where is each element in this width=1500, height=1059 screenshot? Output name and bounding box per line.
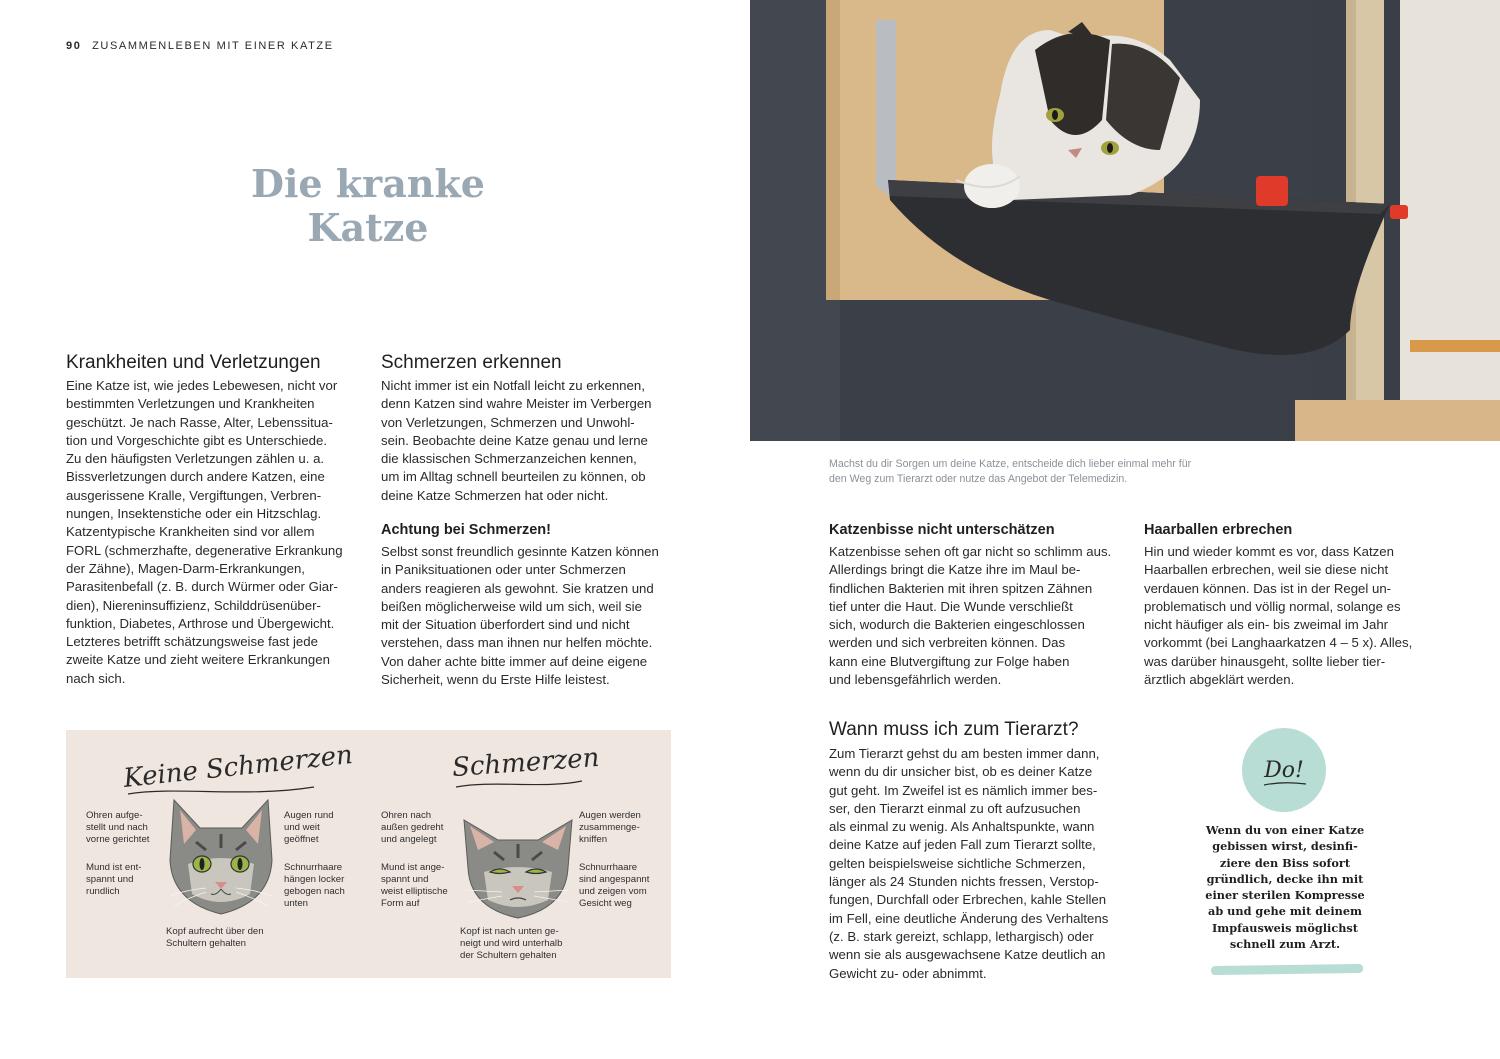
no-pain-underline bbox=[126, 784, 316, 798]
text-line: verstehen, dass man ihnen nur helfen möchte. bbox=[381, 635, 653, 651]
text-line: tion und Vorgeschichte gibt es Unterschiede. bbox=[66, 432, 327, 448]
text-line: sich, wodurch die Bakterien eingeschlossen bbox=[829, 617, 1085, 633]
note-line: hängen locker bbox=[284, 874, 345, 885]
tip-text bbox=[1197, 822, 1373, 952]
tip-line: ziere den Biss sofort bbox=[1219, 855, 1351, 870]
note-line: sind angespannt bbox=[579, 874, 650, 885]
text-line: vorkommt (bei Langhaarkatzen 4 – 5 x). Alles, bbox=[1144, 635, 1413, 651]
text-line: FORL (schmerzhafte, degenerative Erkrankung bbox=[66, 542, 343, 558]
no-pain-ears-note bbox=[86, 810, 149, 846]
note-line: Mund ist ange- bbox=[381, 862, 445, 873]
text-line: gut geht. Im Zweifel ist es nämlich immer bes- bbox=[829, 782, 1098, 798]
text-line: tief unter die Haut. Die Wunde verschließt bbox=[829, 598, 1073, 614]
text-line: länger als 24 Stunden nichts fressen, Verstop- bbox=[829, 874, 1099, 890]
pain-underline bbox=[454, 778, 584, 790]
text-line: werden und sich verbreiten können. Das bbox=[829, 635, 1066, 651]
note-line: gebogen nach bbox=[284, 886, 345, 897]
text-tierarzt bbox=[829, 745, 1108, 983]
pain-infographic bbox=[66, 730, 671, 978]
text-line: Sicherheit, wenn du Erste Hilfe leistest. bbox=[381, 672, 610, 688]
chapter-title-line-2: Katze bbox=[307, 205, 429, 250]
text-katzenbisse bbox=[829, 543, 1111, 689]
tip-line: Impfausweis möglichst bbox=[1211, 920, 1359, 935]
text-line: als einmal zu wenig. Als Anhaltspunkte, wann bbox=[829, 819, 1095, 835]
note-line: und angelegt bbox=[381, 834, 437, 845]
text-line: Von daher achte bitte immer auf deine eigene bbox=[381, 653, 648, 669]
text-line: anders reagieren als gewohnt. Sie kratzen und bbox=[381, 580, 654, 596]
photo-caption bbox=[829, 457, 1191, 487]
pained-cat-face-icon bbox=[462, 806, 574, 922]
relaxed-cat-face-icon bbox=[166, 798, 276, 918]
text-line: sein. Beobachte deine Katze genau und lerne bbox=[381, 432, 648, 448]
text-line: zweite Katze und zieht weitere Erkrankungen bbox=[66, 652, 330, 668]
text-line: Katzentypische Krankheiten sind vor allem bbox=[66, 524, 315, 540]
pain-mouth-note bbox=[381, 862, 448, 910]
text-schmerzen-erkennen bbox=[381, 377, 652, 505]
text-line: Haarballen erbrechen, weil sie diese nicht bbox=[1144, 562, 1389, 578]
text-line: bestimmten Verletzungen und Krankheiten bbox=[66, 396, 315, 412]
text-line: funktion, Diabetes, Arthrose und Übergewicht. bbox=[66, 615, 335, 631]
text-line: mit der Situation überfordert sind und nicht bbox=[381, 617, 630, 633]
note-line: Schultern gehalten bbox=[166, 938, 247, 949]
text-line: problematisch und völlig normal, solange es bbox=[1144, 598, 1401, 614]
text-line: nungen, Insektenstiche oder ein Hitzschlag. bbox=[66, 506, 322, 522]
no-pain-mouth-note bbox=[86, 862, 141, 898]
pain-eyes-note bbox=[579, 810, 641, 846]
tip-line: gebissen wirst, desinfi- bbox=[1212, 839, 1358, 854]
text-line: wenn sie als ausgewachsene Katze deutlich an bbox=[829, 947, 1106, 963]
running-head bbox=[66, 40, 334, 52]
text-line: dien), Niereninsuffizienz, Schilddrüsenüber- bbox=[66, 597, 321, 613]
text-line: Selbst sonst freundlich gesinnte Katzen können bbox=[381, 544, 659, 559]
pain-head-note bbox=[460, 926, 562, 962]
text-line: (z. B. stark gereizt, schlapp, lethargisch) oder bbox=[829, 928, 1094, 944]
text-line: der Zähne), Magen-Darm-Erkrankungen, bbox=[66, 560, 305, 576]
text-line: in Paniksituationen oder unter Schmerzen bbox=[381, 562, 626, 578]
note-line: Gesicht weg bbox=[579, 898, 632, 909]
text-line: nicht häufiger als ein- bis zweimal im Jahr bbox=[1144, 617, 1389, 633]
text-line: Bissverletzungen durch andere Katzen, eine bbox=[66, 469, 325, 485]
text-line: deine Katze Schmerzen hat oder nicht. bbox=[381, 487, 609, 503]
text-line: gelten beispielsweise sichtliche Schmerzen, bbox=[829, 855, 1086, 871]
note-line: Schnurrhaare bbox=[579, 862, 638, 873]
do-badge-label: Do! bbox=[1264, 757, 1304, 783]
text-line: was darüber hinausgeht, sollte lieber tier- bbox=[1144, 653, 1386, 669]
note-line: rundlich bbox=[86, 886, 120, 897]
note-line: der Schultern gehalten bbox=[460, 950, 557, 961]
note-line: spannt und bbox=[381, 874, 429, 885]
text-krankheiten bbox=[66, 377, 343, 688]
text-line: Katzenbisse sehen oft gar nicht so schlimm aus. bbox=[829, 544, 1112, 559]
tip-line: ab und gehe mit deinem bbox=[1208, 904, 1362, 919]
text-line: fungen, Durchfall oder Erbrechen, kahle Stellen bbox=[829, 892, 1107, 908]
text-line: Eine Katze ist, wie jedes Lebewesen, nicht vor bbox=[66, 378, 338, 393]
caption-line: den Weg zum Tierarzt oder nutze das Angebot der Telemedizin. bbox=[829, 473, 1128, 485]
note-line: Ohren nach bbox=[381, 810, 432, 821]
text-line: Hin und wieder kommt es vor, dass Katzen bbox=[1144, 544, 1394, 559]
chapter-name: ZUSAMMENLEBEN MIT EINER KATZE bbox=[92, 40, 334, 52]
text-line: von Verletzungen, Schmerzen und Unwohl- bbox=[381, 414, 635, 430]
text-achtung bbox=[381, 543, 659, 689]
text-line: denn Katzen sind wahre Meister im Verbergen bbox=[381, 396, 652, 412]
text-line: Letzteres betrifft schätzungsweise fast jede bbox=[66, 634, 318, 650]
pain-whiskers-note bbox=[579, 862, 649, 910]
text-line: verdauen können. Das ist in der Regel un- bbox=[1144, 580, 1392, 596]
note-line: neigt und wird unterhalb bbox=[460, 938, 563, 949]
chapter-title-line-1: Die kranke bbox=[251, 161, 485, 206]
note-line: Mund ist ent- bbox=[86, 862, 142, 873]
chapter-title bbox=[200, 162, 536, 250]
text-line: und lebensgefährlich werden. bbox=[829, 672, 1002, 688]
note-line: stellt und nach bbox=[86, 822, 148, 833]
text-line: Gewicht zu- oder abnimmt. bbox=[829, 965, 987, 981]
tip-line: Wenn du von einer Katze bbox=[1205, 823, 1365, 837]
text-line: ärztlich abgeklärt werden. bbox=[1144, 672, 1295, 688]
text-line: kann eine Blutvergiftung zur Folge haben bbox=[829, 653, 1070, 669]
tip-line: schnell zum Arzt. bbox=[1229, 937, 1341, 952]
text-line: Parasitenbefall (z. B. durch Würmer oder Giar- bbox=[66, 579, 338, 595]
note-line: spannt und bbox=[86, 874, 134, 885]
note-line: und weit bbox=[284, 822, 320, 833]
text-line: beißen möglicherweise wild um sich, weil sie bbox=[381, 598, 642, 614]
text-line: ser, den Tierarzt einmal zu oft aufzusuchen bbox=[829, 800, 1081, 816]
note-line: Ohren aufge- bbox=[86, 810, 143, 821]
text-line: deine Katze auf jeden Fall zum Tierarzt sollte, bbox=[829, 837, 1096, 853]
subheading-katzenbisse: Katzenbisse nicht unterschätzen bbox=[829, 522, 1055, 538]
no-pain-whiskers-note bbox=[284, 862, 345, 910]
note-line: Kopf aufrecht über den bbox=[166, 926, 264, 937]
note-line: Kopf ist nach unten ge- bbox=[460, 926, 559, 937]
text-haarballen bbox=[1144, 543, 1412, 689]
caption-line: Machst du dir Sorgen um deine Katze, entscheide dich lieber einmal mehr für bbox=[829, 458, 1192, 470]
do-badge bbox=[1242, 728, 1326, 812]
heading-tierarzt: Wann muss ich zum Tierarzt? bbox=[829, 719, 1079, 740]
pain-title: Schmerzen bbox=[451, 742, 601, 784]
cat-hammock-photo bbox=[750, 0, 1500, 441]
subheading-achtung: Achtung bei Schmerzen! bbox=[381, 522, 551, 538]
text-line: Nicht immer ist ein Notfall leicht zu erkennen, bbox=[381, 378, 645, 393]
text-line: um im Alltag schnell beurteilen zu können, ob bbox=[381, 469, 646, 485]
no-pain-head-note bbox=[166, 926, 264, 950]
text-line: nach sich. bbox=[66, 670, 126, 686]
note-line: geöffnet bbox=[284, 834, 319, 845]
note-line: weist elliptische bbox=[381, 886, 448, 897]
note-line: zusammenge- bbox=[579, 822, 640, 833]
do-underline bbox=[1262, 780, 1308, 788]
note-line: unten bbox=[284, 898, 309, 909]
no-pain-eyes-note bbox=[284, 810, 334, 846]
text-line: findlichen Bakterien mit ihren spitzen Zähnen bbox=[829, 580, 1093, 596]
text-line: im Fell, eine deutliche Änderung des Verhaltens bbox=[829, 910, 1109, 926]
note-line: Augen werden bbox=[579, 810, 641, 821]
heading-schmerzen-erkennen: Schmerzen erkennen bbox=[381, 352, 562, 373]
note-line: vorne gerichtet bbox=[86, 834, 150, 845]
note-line: Augen rund bbox=[284, 810, 334, 821]
note-line: kniffen bbox=[579, 834, 608, 845]
heading-krankheiten: Krankheiten und Verletzungen bbox=[66, 352, 321, 373]
tip-line: einer sterilen Kompresse bbox=[1205, 888, 1365, 903]
page-number: 90 bbox=[66, 40, 82, 52]
text-line: Zum Tierarzt gehst du am besten immer dann, bbox=[829, 746, 1100, 761]
note-line: Form auf bbox=[381, 898, 420, 909]
note-line: außen gedreht bbox=[381, 822, 444, 833]
pain-ears-note bbox=[381, 810, 443, 846]
text-line: Zu den häufigsten Verletzungen zählen u. a. bbox=[66, 451, 325, 467]
text-line: ausgerissene Kralle, Vergiftungen, Verbren- bbox=[66, 487, 322, 503]
text-line: Allerdings bringt die Katze ihre im Maul be- bbox=[829, 562, 1081, 578]
no-pain-title: Keine Schmerzen bbox=[122, 740, 355, 794]
note-line: und zeigen vom bbox=[579, 886, 647, 897]
text-line: geschützt. Je nach Rasse, Alter, Lebenssitua- bbox=[66, 414, 333, 430]
text-line: wenn du dir unsicher bist, ob es deiner Katze bbox=[829, 764, 1093, 780]
text-line: die klassischen Schmerzanzeichen kennen, bbox=[381, 451, 637, 467]
subheading-haarballen: Haarballen erbrechen bbox=[1144, 522, 1293, 538]
note-line: Schnurrhaare bbox=[284, 862, 343, 873]
tip-line: gründlich, decke ihn mit bbox=[1206, 871, 1364, 886]
tip-highlight-bar bbox=[1211, 964, 1363, 975]
